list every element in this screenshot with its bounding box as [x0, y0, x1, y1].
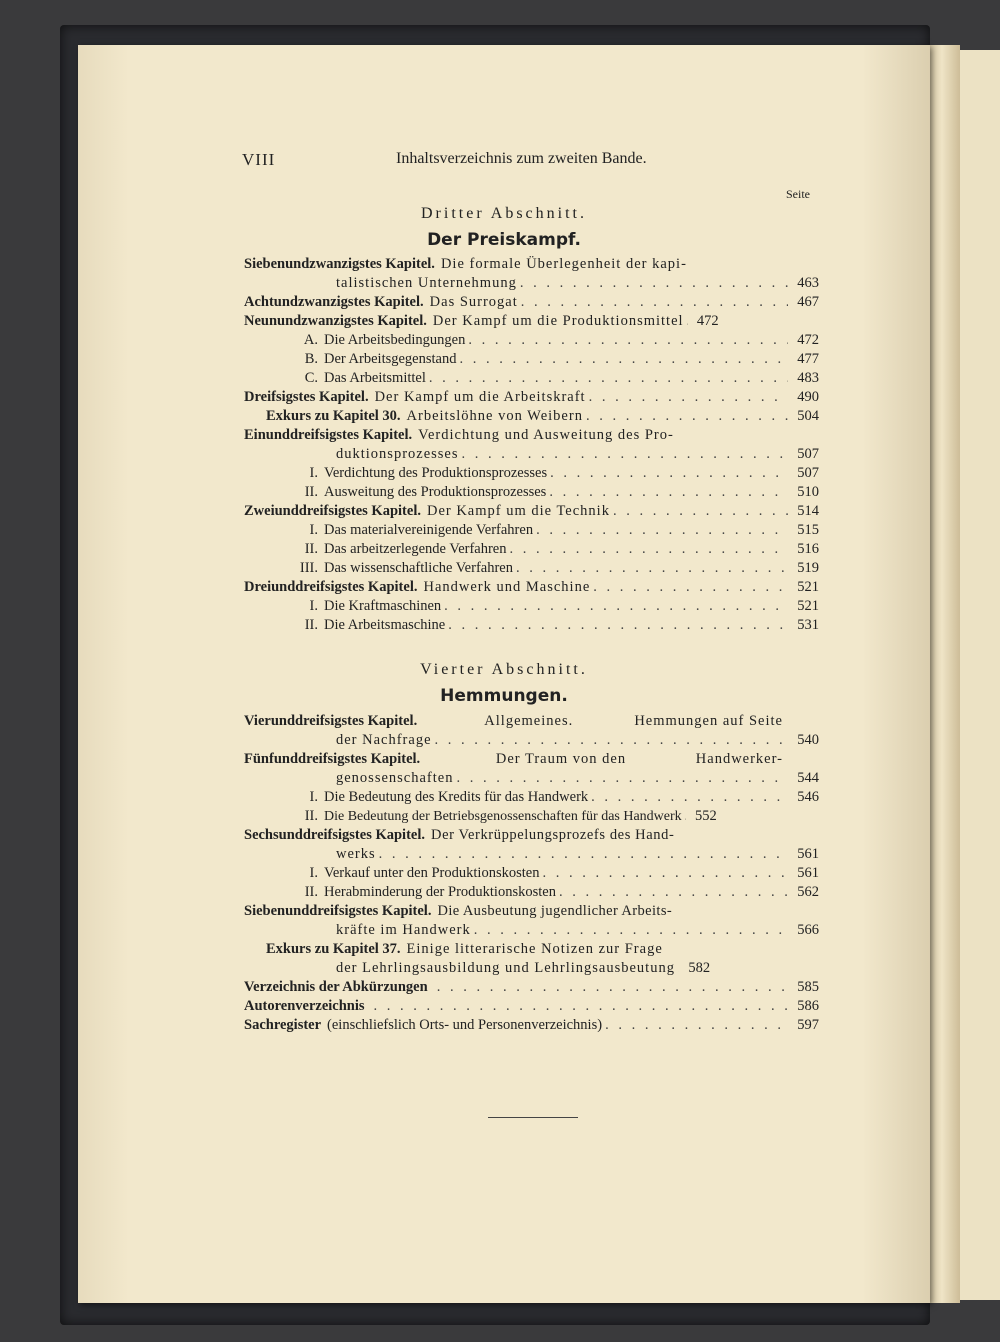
- chapter-label: Einunddreifsigstes Kapitel.: [244, 427, 413, 443]
- page-text: [78, 45, 930, 1303]
- leader-dots: [536, 521, 788, 540]
- leader-dots: [429, 369, 788, 388]
- toc-line: [244, 578, 819, 597]
- toc-line: [244, 274, 819, 293]
- section-heading-4: Hemmungen.: [440, 686, 568, 706]
- page-number: 546: [797, 789, 819, 805]
- toc-line: [244, 788, 819, 807]
- leader-dots: [591, 788, 788, 807]
- toc-line: [244, 845, 819, 864]
- entry-title: Der Verkrüppelungsprozefs des Hand-: [431, 827, 675, 843]
- leader-dots: [456, 769, 788, 788]
- index-label: Sachregister: [244, 1017, 322, 1033]
- page-number: 562: [797, 884, 819, 900]
- index-label: Verzeichnis der Abkürzungen: [244, 979, 428, 995]
- leader-dots: [448, 616, 788, 635]
- sub-number: B.: [304, 351, 318, 367]
- toc-line: [244, 331, 819, 350]
- page-number: 521: [797, 579, 819, 595]
- leader-dots: [435, 731, 788, 750]
- entry-title: Die Ausbeutung jugendlicher Arbeits-: [437, 903, 673, 919]
- page-fore-edge: [930, 45, 960, 1303]
- chapter-label: Dreiunddreifsigstes Kapitel.: [244, 579, 418, 595]
- excursus-label: Exkurs zu Kapitel 30.: [266, 408, 401, 424]
- toc-entry: [244, 312, 819, 331]
- sub-number: C.: [304, 370, 318, 386]
- entry-title: Der Arbeitsgegenstand: [324, 351, 457, 367]
- toc-line: [244, 959, 819, 978]
- toc-line: [244, 712, 819, 731]
- entry-title: Die Bedeutung der Betriebsgenossenschaften für das Handwerk: [324, 809, 682, 824]
- toc-entry: [244, 426, 819, 464]
- toc-line: [244, 940, 819, 959]
- page-number: 467: [797, 294, 819, 310]
- chapter-label: Siebenunddreifsigstes Kapitel.: [244, 903, 432, 919]
- page-number: 516: [797, 541, 819, 557]
- toc-entry: [244, 940, 819, 978]
- entry-title-cont: der Nachfrage: [336, 732, 432, 749]
- leader-dots: [605, 1016, 788, 1035]
- page-number: 566: [797, 922, 819, 939]
- entry-title: Ausweitung des Produktionsprozesses: [324, 484, 547, 500]
- leader-dots: [550, 464, 788, 483]
- section-title-3: Dritter Abschnitt.: [421, 205, 587, 222]
- leader-dots: [468, 331, 788, 350]
- entry-title-cont: werks: [336, 846, 376, 863]
- sub-number: II.: [304, 617, 318, 633]
- toc-subentry: [244, 521, 819, 540]
- entry-title-b: Handwerker-: [695, 751, 783, 767]
- seite-column-label: Seite: [786, 187, 810, 201]
- toc-entry: [244, 902, 819, 940]
- toc-line: [244, 293, 819, 312]
- entry-title: Einige litterarische Notizen zur Frage: [406, 941, 663, 957]
- entry-title: Der Kampf um die Arbeitskraft: [374, 389, 586, 405]
- page-number: 544: [797, 770, 819, 787]
- index-label: Autorenverzeichnis: [244, 998, 365, 1014]
- toc-line: [244, 521, 819, 540]
- page-number: 507: [797, 446, 819, 463]
- sub-number: I.: [309, 789, 318, 805]
- sub-number: II.: [304, 884, 318, 900]
- page-number: 552: [694, 808, 717, 824]
- leader-dots: [559, 883, 788, 902]
- toc-subentry: [244, 807, 819, 826]
- toc-entry: [244, 502, 819, 521]
- entry-title-cont: talistischen Unternehmung: [336, 275, 517, 292]
- leader-dots: [444, 597, 788, 616]
- toc-entry: [244, 712, 819, 750]
- sub-number: II.: [304, 541, 318, 557]
- chapter-label: Dreifsigstes Kapitel.: [244, 389, 369, 405]
- toc-line: [244, 540, 819, 559]
- entry-title: Die Arbeitsmaschine: [324, 617, 446, 633]
- entry-title: Verdichtung des Produktionsprozesses: [324, 465, 548, 481]
- entry-title-cont: kräfte im Handwerk: [336, 922, 471, 939]
- toc-entry: [244, 255, 819, 293]
- entry-title: Der Kampf um die Technik: [426, 503, 610, 519]
- entry-title: Verkauf unter den Produktionskosten: [324, 865, 540, 881]
- page-number: 514: [797, 503, 819, 519]
- leader-dots: [549, 483, 788, 502]
- entry-title: Herabminderung der Produktionskosten: [324, 884, 556, 900]
- entry-title: Verdichtung und Ausweitung des Pro-: [418, 427, 674, 443]
- toc-line: [244, 369, 819, 388]
- leader-dots: [474, 921, 788, 940]
- toc-subentry: [244, 350, 819, 369]
- page-number: 586: [797, 998, 819, 1014]
- leader-dots: [589, 388, 788, 407]
- toc-subentry: [244, 883, 819, 902]
- toc-entry: [244, 978, 819, 997]
- toc-line: [244, 826, 819, 845]
- closing-rule: [488, 1117, 578, 1118]
- section-heading-3: Der Preiskampf.: [427, 230, 581, 250]
- page-number: 531: [797, 617, 819, 633]
- chapter-label: Neunundzwanzigstes Kapitel.: [244, 313, 427, 329]
- toc-line: [244, 731, 819, 750]
- entry-title: Arbeitslöhne von Weibern: [406, 408, 583, 424]
- chapter-label: Achtundzwanzigstes Kapitel.: [244, 294, 424, 310]
- toc-subentry: [244, 616, 819, 635]
- leader-dots: [516, 559, 788, 578]
- page-number: 519: [797, 560, 819, 576]
- leader-dots: [462, 445, 788, 464]
- toc-subentry: [244, 483, 819, 502]
- entry-title: Die Bedeutung des Kredits für das Handwerk: [324, 789, 589, 805]
- sub-number: A.: [303, 332, 318, 348]
- toc-line: [244, 1016, 819, 1035]
- entry-title-cont: duktionsprozesses: [336, 446, 459, 463]
- page-number: 477: [797, 351, 819, 367]
- toc-subentry: [244, 559, 819, 578]
- page-number: 597: [797, 1017, 819, 1033]
- sub-number: I.: [309, 465, 318, 481]
- entry-title: Der Traum von den: [495, 751, 627, 767]
- toc-entry: [244, 750, 819, 788]
- toc-line: [244, 350, 819, 369]
- page-number: 472: [696, 313, 719, 329]
- sub-number: I.: [309, 598, 318, 614]
- toc-line: [244, 902, 819, 921]
- page-number: 561: [797, 865, 819, 881]
- leader-dots: [593, 578, 788, 597]
- toc-entry: [244, 388, 819, 407]
- toc-subentry: [244, 464, 819, 483]
- toc-line: [244, 464, 819, 483]
- facing-page-edge: [958, 50, 1000, 1300]
- page-number: 472: [797, 332, 819, 348]
- page-number: 585: [797, 979, 819, 995]
- entry-title: Die Kraftmaschinen: [324, 598, 442, 614]
- toc-subentry: [244, 540, 819, 559]
- leader-dots: [678, 959, 679, 978]
- toc-line: [244, 864, 819, 883]
- entry-title: Die formale Überlegenheit der kapi-: [440, 256, 687, 272]
- page-number: 582: [688, 960, 711, 977]
- entry-title: Allgemeines.: [484, 713, 574, 729]
- chapter-label: Vierunddreifsigstes Kapitel.: [244, 713, 418, 729]
- sub-number: II.: [304, 484, 318, 500]
- toc-line: [244, 883, 819, 902]
- toc-line: [244, 559, 819, 578]
- toc-line: [244, 445, 819, 464]
- section-title-4: Vierter Abschnitt.: [420, 661, 588, 678]
- toc-line: [244, 997, 819, 1016]
- entry-title: Das materialvereinigende Verfahren: [324, 522, 534, 538]
- entry-title: Das wissenschaftliche Verfahren: [324, 560, 513, 576]
- entry-title: Die Arbeitsbedingungen: [324, 332, 466, 348]
- leader-dots: [685, 807, 686, 826]
- book-page: [78, 45, 930, 1303]
- chapter-label: Siebenundzwanzigstes Kapitel.: [244, 256, 435, 272]
- toc-line: [244, 921, 819, 940]
- toc-entry: [244, 407, 819, 426]
- entry-title-cont: der Lehrlingsausbildung und Lehrlingsausbeutung: [336, 960, 675, 977]
- toc-line: [244, 978, 819, 997]
- leader-dots: [459, 350, 788, 369]
- toc-subentry: [244, 788, 819, 807]
- toc-entry: [244, 826, 819, 864]
- leader-dots: [510, 540, 789, 559]
- page-number: 510: [797, 484, 819, 500]
- entry-title: Das Surrogat: [429, 294, 518, 310]
- entry-title: Das Arbeitsmittel: [324, 370, 426, 386]
- entry-title-cont: genossenschaften: [336, 770, 454, 787]
- page-number: 483: [797, 370, 819, 386]
- toc-line: [244, 769, 819, 788]
- page-number: 540: [797, 732, 819, 749]
- toc-entry: [244, 293, 819, 312]
- toc-line: [244, 502, 819, 521]
- leader-dots: [437, 978, 788, 997]
- toc-subentry: [244, 369, 819, 388]
- toc-line: [244, 255, 819, 274]
- toc-line: [244, 483, 819, 502]
- toc-line: [244, 807, 819, 826]
- running-title: Inhaltsverzeichnis zum zweiten Bande.: [396, 150, 647, 167]
- entry-title: Handwerk und Maschine: [423, 579, 591, 595]
- chapter-label: Sechsunddreifsigstes Kapitel.: [244, 827, 426, 843]
- toc-line: [244, 616, 819, 635]
- sub-number: II.: [304, 808, 318, 824]
- page-number: 504: [797, 408, 819, 424]
- entry-title: Der Kampf um die Produktionsmittel: [432, 313, 684, 329]
- page-number: VIII: [242, 150, 276, 169]
- toc-line: [244, 312, 819, 331]
- page-number: 463: [797, 275, 819, 292]
- page-number: 521: [797, 598, 819, 614]
- leader-dots: [586, 407, 788, 426]
- toc-line: [244, 597, 819, 616]
- page-number: 515: [797, 522, 819, 538]
- toc-line: [244, 426, 819, 445]
- chapter-label: Fünfunddreifsigstes Kapitel.: [244, 751, 421, 767]
- entry-title-b: Hemmungen auf Seite: [634, 713, 783, 729]
- leader-dots: [520, 274, 788, 293]
- chapter-label: Zweiunddreifsigstes Kapitel.: [244, 503, 421, 519]
- toc-line: [244, 407, 819, 426]
- toc-entry: [244, 997, 819, 1016]
- leader-dots: [521, 293, 788, 312]
- entry-title: Das arbeitzerlegende Verfahren: [324, 541, 507, 557]
- page-number: 507: [797, 465, 819, 481]
- toc-line: [244, 388, 819, 407]
- leader-dots: [374, 997, 788, 1016]
- page-number: 561: [797, 846, 819, 863]
- toc-subentry: [244, 597, 819, 616]
- sub-number: III.: [299, 560, 318, 576]
- toc-subentry: [244, 864, 819, 883]
- sub-number: I.: [309, 522, 318, 538]
- sub-number: I.: [309, 865, 318, 881]
- page-number: 490: [797, 389, 819, 405]
- toc-entry: [244, 1016, 819, 1035]
- leader-dots: [613, 502, 788, 521]
- excursus-label: Exkurs zu Kapitel 37.: [266, 941, 401, 957]
- toc-subentry: [244, 331, 819, 350]
- toc-line: [244, 750, 819, 769]
- leader-dots: [379, 845, 788, 864]
- leader-dots: [542, 864, 788, 883]
- toc-entry: [244, 578, 819, 597]
- entry-title: (einschliefslich Orts- und Personenverzeichnis): [327, 1017, 603, 1033]
- leader-dots: [687, 312, 688, 331]
